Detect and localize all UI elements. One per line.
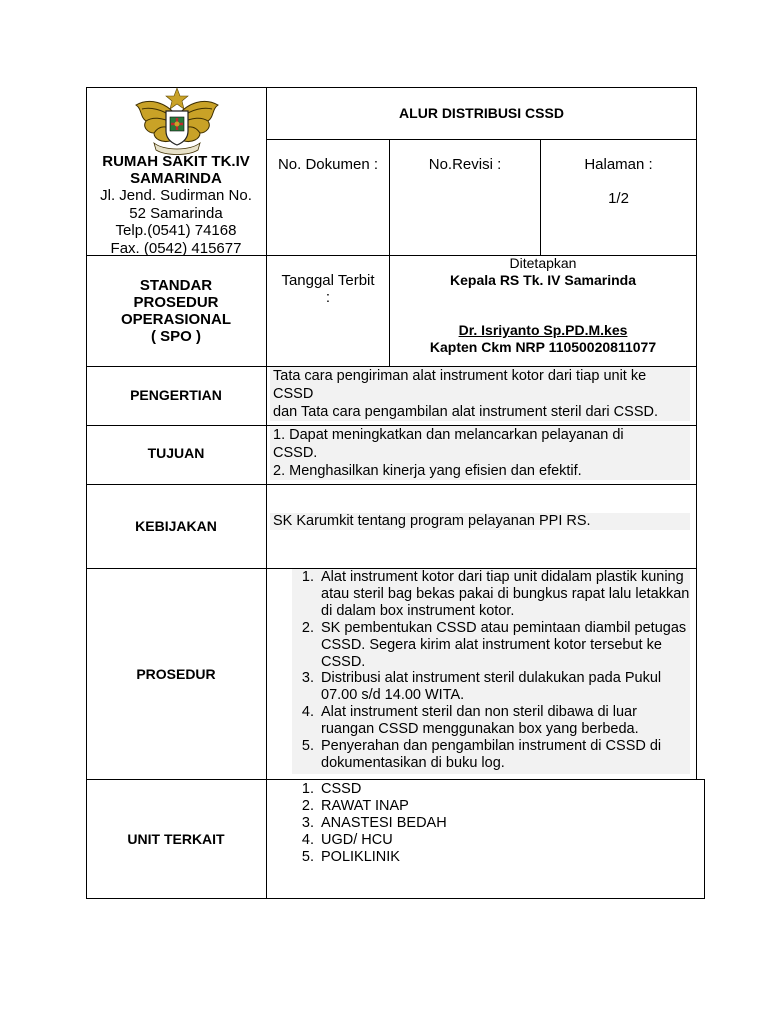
prosedur-item: 1. Alat instrument kotor dari tiap unit didalam plastik kuning atau steril bag bekas pakai di bungkus rapat lalu letakkan di dalam box instrument kotor. [318,569,690,620]
no-dokumen-label: No. Dokumen : [277,156,379,173]
no-revisi-label: No.Revisi : [428,156,502,173]
pengertian-line1: Tata cara pengiriman alat instrument kotor dari tiap unit ke [273,368,647,384]
pengertian-content [270,367,690,421]
unit-item: 2. RAWAT INAP [318,798,700,815]
hospital-name: RUMAH SAKIT TK.IV [102,153,250,170]
kebijakan-text: SK Karumkit tentang program pelayanan PPI RS. [273,513,591,529]
prosedur-item: 3. Distribusi alat instrument steril dulakukan pada Pukul 07.00 s/d 14.00 WITA. [318,670,690,704]
unit-item: 3. ANASTESI BEDAH [318,815,700,832]
approver-rank: Kapten Ckm NRP 11050020811077 [429,339,657,355]
pengertian-line2: CSSD [273,386,314,402]
hospital-city: SAMARINDA [130,170,222,187]
prosedur-label: PROSEDUR [136,666,216,682]
pengertian-label: PENGERTIAN [130,387,222,403]
tujuan-line3: 2. Menghasilkan kinerja yang efisien dan efektif. [273,463,582,479]
hospital-fax: Fax. (0542) 415677 [110,239,242,257]
prosedur-content [270,569,690,772]
prosedur-item: 4. Alat instrument steril dan non steril dibawa di luar ruangan CSSD menggunakan box yang berbeda. [318,704,690,738]
hospital-logo [132,87,222,157]
tanggal-terbit-colon: : [325,289,331,306]
tujuan-label: TUJUAN [147,445,205,461]
unit-item: 4. UGD/ HCU [318,832,700,849]
hospital-address-line1: Jl. Jend. Sudirman No. [100,187,252,204]
document-title: ALUR DISTRIBUSI CSSD [399,105,564,121]
tujuan-line2: CSSD. [273,445,318,461]
ditetapkan-label: Ditetapkan [509,255,577,271]
approver-name: Dr. Isriyanto Sp.PD.M.kes [458,322,628,338]
prosedur-item: 5. Penyerahan dan pengambilan instrument di CSSD di dokumentasikan di buku log. [318,738,690,772]
approver-title: Kepala RS Tk. IV Samarinda [450,272,636,288]
unit-list [270,781,700,866]
unit-terkait-label: UNIT TERKAIT [127,831,225,847]
halaman-value: 1/2 [608,190,629,207]
kebijakan-label: KEBIJAKAN [135,518,217,534]
unit-terkait-content [270,781,700,866]
unit-item: 1. CSSD [318,781,700,798]
spo-label-line3: OPERASIONAL [120,311,231,328]
kebijakan-content [270,513,690,530]
unit-item: 5. POLIKLINIK [318,849,700,866]
pengertian-line3: dan Tata cara pengambilan alat instrument steril dari CSSD. [273,404,658,420]
tujuan-line1: 1. Dapat meningkatkan dan melancarkan pelayanan di [273,427,624,443]
spo-label-line1: STANDAR [139,277,213,294]
prosedur-list [270,569,690,772]
tanggal-terbit-label: Tanggal Terbit [281,272,375,289]
tujuan-content [270,426,690,480]
spo-label-line4: ( SPO ) [150,328,201,345]
halaman-label: Halaman : [584,156,653,173]
hospital-address-line2: 52 Samarinda [129,204,223,222]
hospital-phone: Telp.(0541) 74168 [115,222,237,239]
spo-label-line2: PROSEDUR [133,294,219,311]
prosedur-item: 2. SK pembentukan CSSD atau pemintaan diambil petugas CSSD. Segera kirim alat instrument kotor tersebut ke CSSD. [318,620,690,671]
